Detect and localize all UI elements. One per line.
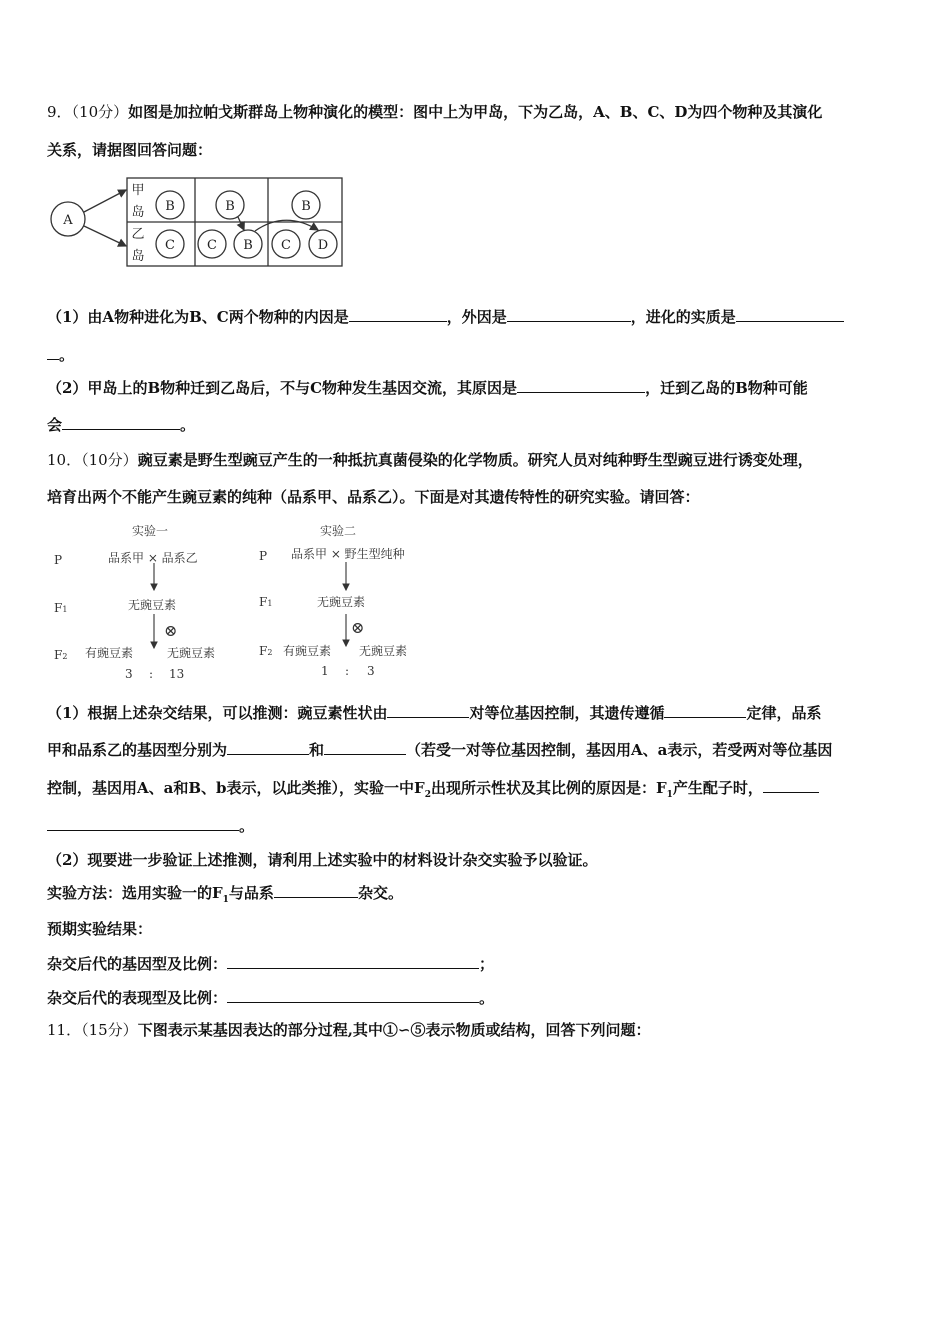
f2-phenotype: 有豌豆素 <box>85 646 134 660</box>
text: （2）甲岛上的B物种迁到乙岛后，不与C物种发生基因交流，其原因是 <box>47 379 518 397</box>
q10-method <box>47 883 403 910</box>
parent-cross: 品系甲 × 野生型纯种 <box>291 547 405 561</box>
q10-part1-line3 <box>47 778 819 805</box>
species-label: C <box>207 238 217 253</box>
answer-blank[interactable] <box>736 307 844 322</box>
f1-result: 无豌豆素 <box>317 595 366 609</box>
island-label: 甲 <box>131 183 145 198</box>
q10-expected: 预期实验结果： <box>47 920 153 938</box>
ratio-value: 3 <box>125 667 133 681</box>
q9-part2 <box>47 378 808 398</box>
question-number: 10．（10分） <box>47 451 138 469</box>
q10-phenotype <box>47 988 494 1008</box>
generation-label: P <box>259 549 268 563</box>
text: 杂交后代的基因型及比例： <box>47 955 228 973</box>
q10-stem-line1 <box>47 450 813 470</box>
species-label: C <box>165 238 175 253</box>
answer-blank[interactable] <box>324 740 406 755</box>
text: ，外因是 <box>446 308 507 326</box>
text: 控制，基因用A、a和B、b表示，以此类推），实验一中F <box>47 779 425 797</box>
island-label: 岛 <box>131 205 145 220</box>
text: ； <box>479 955 495 973</box>
text: 定律，品系 <box>746 704 822 722</box>
text: 对等位基因控制，其遗传遵循 <box>469 704 665 722</box>
text: （若受一对等位基因控制，基因用A、a表示，若受两对等位基因 <box>406 741 833 759</box>
f2-phenotype: 无豌豆素 <box>167 646 216 660</box>
text: ，迁到乙岛的B物种可能 <box>645 379 808 397</box>
generation-label: F2 <box>259 644 273 658</box>
answer-blank[interactable] <box>62 415 180 430</box>
q9-stem-line1 <box>47 102 822 122</box>
ratio-value: 13 <box>169 667 185 681</box>
text: 出现所示性状及其比例的原因是：F <box>430 779 667 797</box>
q9-evolution-diagram <box>40 172 360 272</box>
q9-part1 <box>47 307 844 327</box>
answer-blank[interactable] <box>47 816 239 831</box>
species-label: D <box>317 238 329 253</box>
answer-blank[interactable] <box>274 883 358 898</box>
species-label: B <box>165 199 175 214</box>
text: 甲和品系乙的基因型分别为 <box>47 741 228 759</box>
text: 。 <box>479 989 495 1007</box>
text: ，进化的实质是 <box>630 308 736 326</box>
q10-stem-line2: 培育出两个不能产生豌豆素的纯种（品系甲、品系乙）。下面是对其遗传特性的研究实验。请回答： <box>47 488 700 506</box>
answer-blank[interactable] <box>47 345 59 360</box>
q9-stem-line2: 关系，请据图回答问题： <box>47 141 213 159</box>
answer-blank[interactable] <box>664 703 746 718</box>
q10-part1-line2 <box>47 740 832 760</box>
subscript: 1 <box>222 895 229 905</box>
subscript: 2 <box>424 790 431 800</box>
ratio-value: 3 <box>367 664 375 678</box>
answer-blank[interactable] <box>387 703 469 718</box>
q11-stem <box>47 1020 650 1040</box>
q10-part2: （2）现要进一步验证上述推测，请利用上述实验中的材料设计杂交实验予以验证。 <box>47 851 598 869</box>
text: （1）根据上述杂交结果，可以推测：豌豆素性状由 <box>47 704 388 722</box>
text: 杂交。 <box>357 884 403 902</box>
q10-part1-line1 <box>47 703 821 723</box>
island-label: 乙 <box>131 227 145 242</box>
q10-part1-line4 <box>47 816 254 836</box>
ratio-value: 1 <box>321 664 329 678</box>
ratio-colon: : <box>149 667 154 681</box>
q9-part1-end <box>47 345 74 365</box>
generation-label: F1 <box>54 601 68 615</box>
species-a-label: A <box>63 213 73 228</box>
text: 会 <box>47 416 63 434</box>
q9-stem: 如图是加拉帕戈斯群岛上物种演化的模型：图中上为甲岛，下为乙岛，A、B、C、D为四个物种及其演化 <box>128 103 823 121</box>
f1-result: 无豌豆素 <box>128 598 177 612</box>
q10-genotype <box>47 954 494 974</box>
text: 实验方法：选用实验一的F <box>47 884 223 902</box>
text: 。 <box>239 817 255 835</box>
experiment-title: 实验二 <box>320 524 357 538</box>
text: 与品系 <box>228 884 274 902</box>
subscript: 1 <box>666 790 673 800</box>
text: （1）由A物种进化为B、C两个物种的内因是 <box>47 308 349 326</box>
selfing-symbol: ⊗ <box>164 621 178 640</box>
q9-part2-end <box>47 415 195 435</box>
answer-blank[interactable] <box>517 378 645 393</box>
answer-blank[interactable] <box>227 988 479 1003</box>
text: 杂交后代的表现型及比例： <box>47 989 228 1007</box>
f2-phenotype: 有豌豆素 <box>283 644 332 658</box>
parent-cross: 品系甲 × 品系乙 <box>108 551 198 565</box>
generation-label: F1 <box>259 595 273 609</box>
question-number: 9．（10分） <box>47 103 129 121</box>
species-label: B <box>301 199 311 214</box>
text: 产生配子时， <box>672 779 763 797</box>
f2-phenotype: 无豌豆素 <box>359 644 408 658</box>
answer-blank[interactable] <box>227 740 309 755</box>
text: 下图表示某基因表达的部分过程,其中①∽⑤表示物质或结构，回答下列问题： <box>137 1021 651 1039</box>
q10-experiment-diagram <box>45 518 435 686</box>
species-label: B <box>225 199 235 214</box>
text: 。 <box>59 346 75 364</box>
generation-label: F2 <box>54 648 68 662</box>
experiment-title: 实验一 <box>132 524 169 538</box>
answer-blank[interactable] <box>349 307 447 322</box>
generation-label: P <box>54 553 63 567</box>
selfing-symbol: ⊗ <box>351 618 365 637</box>
ratio-colon: : <box>345 664 350 678</box>
island-label: 岛 <box>131 249 145 264</box>
species-label: B <box>243 238 253 253</box>
q10-stem: 豌豆素是野生型豌豆产生的一种抵抗真菌侵染的化学物质。研究人员对纯种野生型豌豆进行诱变处理， <box>137 451 813 469</box>
question-number: 11．（15分） <box>47 1021 138 1039</box>
answer-blank[interactable] <box>227 954 479 969</box>
species-label: C <box>281 238 291 253</box>
answer-blank[interactable] <box>763 778 819 793</box>
text: 。 <box>180 416 196 434</box>
answer-blank[interactable] <box>507 307 631 322</box>
text: 和 <box>309 741 325 759</box>
